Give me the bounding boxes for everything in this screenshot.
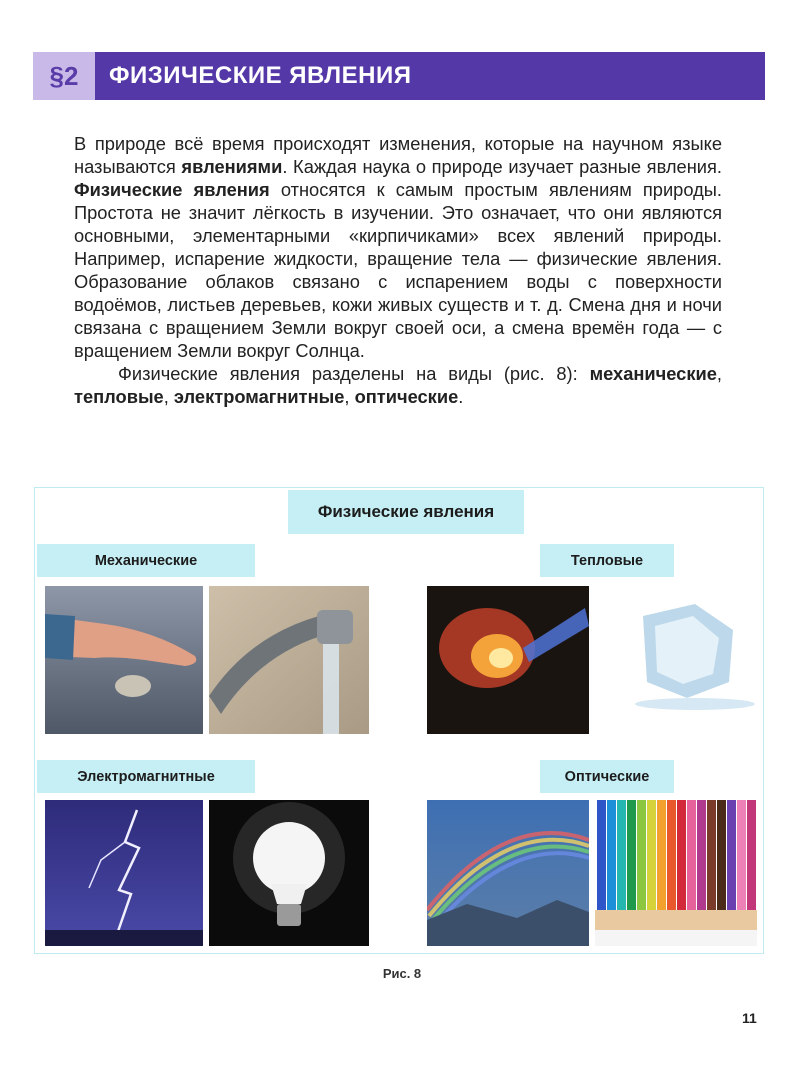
term-mechanical: механические xyxy=(589,363,717,384)
photo-rainbow xyxy=(427,800,589,946)
term-electromagnetic: электромагнитные xyxy=(173,386,345,407)
label-mechanical: Механические xyxy=(37,544,255,577)
label-electromagnetic: Электромагнитные xyxy=(37,760,255,793)
ice-image xyxy=(595,586,757,734)
term-optical: оптические xyxy=(354,386,459,407)
body-text xyxy=(74,132,722,408)
faucet-image xyxy=(209,586,369,734)
figure-caption: Рис. 8 xyxy=(382,966,422,981)
figure-8 xyxy=(34,487,764,954)
label-thermal: Тепловые xyxy=(540,544,674,577)
fire-image xyxy=(427,586,589,734)
page-number: 11 xyxy=(742,1010,757,1026)
section-title: ФИЗИЧЕСКИЕ ЯВЛЕНИЯ xyxy=(95,52,765,100)
section-number: §2 xyxy=(33,52,95,100)
photo-colored-pencils xyxy=(595,800,757,946)
paragraph-intro: В природе всё время происходят изменения, которые на научном языке называются явлениями. Каждая наука о природе изучает разные явления. Физические явления относятся к самым простым явлениям природы. Простота не значит лёгкость в изучении. Это означает, что они являются основными, элементарными «кирпичиками» всех явлений природы. Например, испарение жидкости, вращение тела — физические явления. Образование облаков связано с испарением воды с поверхности водоёмов, листьев деревьев, кожи живых существ и т. д. Смена дня и ночи связана с вращением Земли вокруг своей оси, а смена времён года — с вращением Земли вокруг Солнца. xyxy=(74,133,722,361)
photo-hand-stone xyxy=(45,586,203,734)
term-physical-phenomena: Физические явления xyxy=(74,179,270,200)
pencils-image xyxy=(595,800,757,946)
figure-title: Физические явления xyxy=(288,490,524,534)
label-optical: Оптические xyxy=(540,760,674,793)
photo-lightning xyxy=(45,800,203,946)
photo-ice-cube xyxy=(595,586,757,734)
rainbow-image xyxy=(427,800,589,946)
photo-faucet-water xyxy=(209,586,369,734)
term-phenomena: явлениями xyxy=(181,156,283,177)
lightning-image xyxy=(45,800,203,946)
photo-light-bulb xyxy=(209,800,369,946)
term-thermal: тепловые xyxy=(74,386,164,407)
photo-fire-heating xyxy=(427,586,589,734)
hand-stone-image xyxy=(45,586,203,734)
paragraph-types: Физические явления разделены на виды (рис. 8): механические, тепловые, электромагнитные, оптические. xyxy=(74,363,722,407)
section-header xyxy=(33,52,765,100)
bulb-image xyxy=(209,800,369,946)
